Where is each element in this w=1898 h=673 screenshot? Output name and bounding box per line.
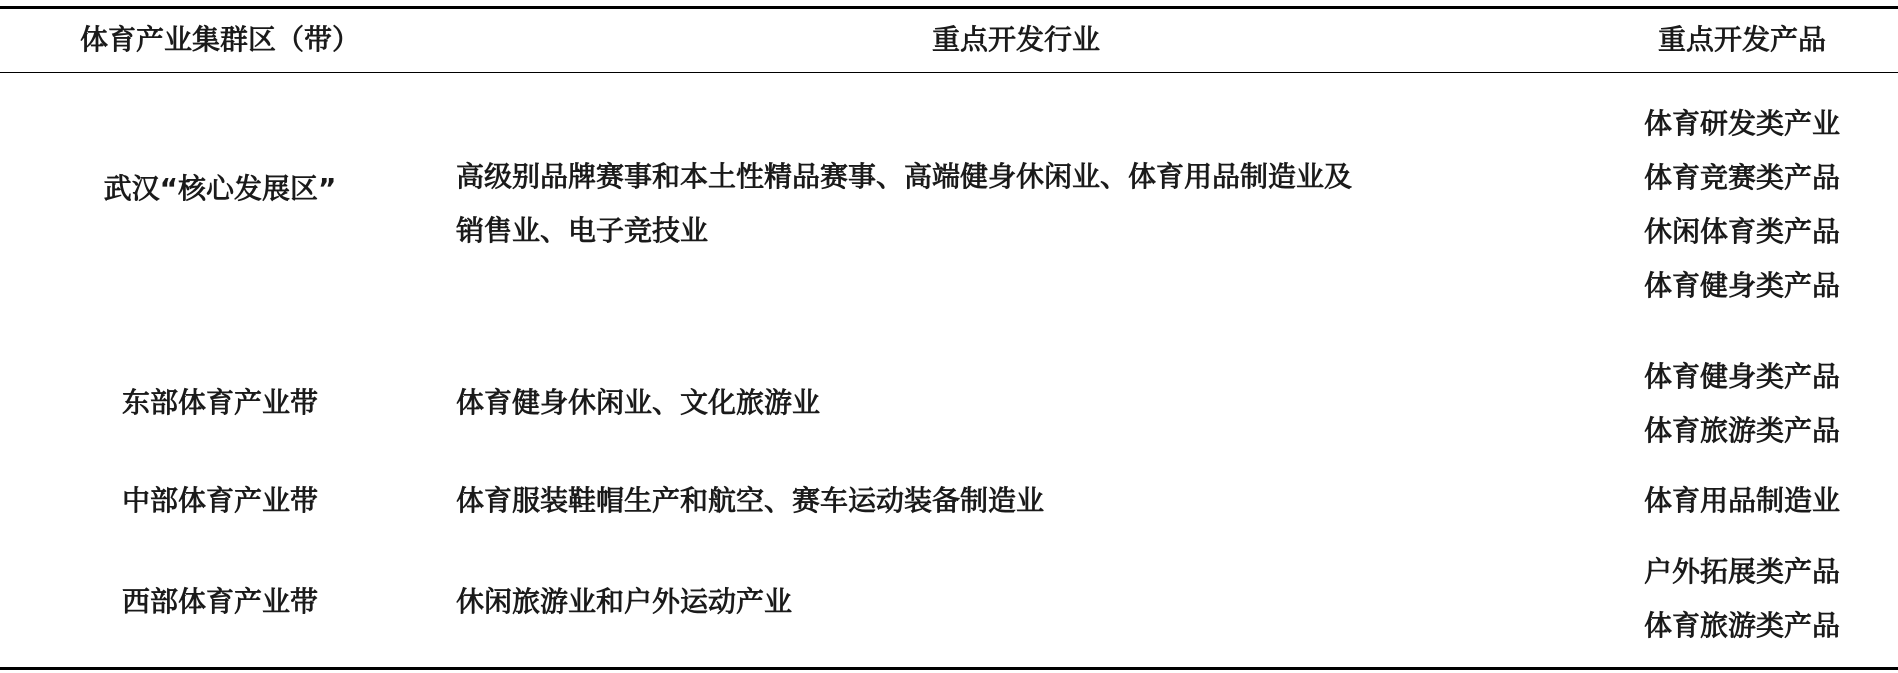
industry-text <box>456 150 1576 258</box>
industry-line: 销售业、电子竞技业 <box>456 214 709 247</box>
product-item: 体育竞赛类产品 <box>1643 161 1840 194</box>
cluster-name: 中部体育产业带 <box>121 484 318 517</box>
header-products: 重点开发产品 <box>1657 23 1826 56</box>
industry-text <box>456 376 1576 430</box>
industry-text <box>456 474 1576 528</box>
header-industry: 重点开发行业 <box>931 23 1100 56</box>
header-cluster: 体育产业集群区（带） <box>79 23 360 56</box>
product-item: 体育旅游类产品 <box>1643 609 1840 642</box>
product-item: 体育研发类产业 <box>1643 107 1840 140</box>
product-list <box>1592 474 1892 528</box>
product-item: 休闲体育类产品 <box>1643 215 1840 248</box>
product-item: 体育旅游类产品 <box>1643 414 1840 447</box>
industry-line: 高级别品牌赛事和本土性精品赛事、高端健身休闲业、体育用品制造业及 <box>456 160 1353 193</box>
cluster-name: 东部体育产业带 <box>121 386 318 419</box>
cluster-name: 武汉“核心发展区” <box>103 172 337 205</box>
product-item: 体育用品制造业 <box>1643 484 1840 517</box>
product-item: 体育健身类产品 <box>1643 269 1840 302</box>
product-item: 体育健身类产品 <box>1643 360 1840 393</box>
table-top-rule <box>0 6 1898 9</box>
product-list <box>1592 97 1892 313</box>
industry-text <box>456 575 1576 629</box>
table-header-rule <box>0 72 1898 73</box>
industry-line: 休闲旅游业和户外运动产业 <box>456 585 793 618</box>
industry-line: 体育服装鞋帽生产和航空、赛车运动装备制造业 <box>456 484 1045 517</box>
industry-line: 体育健身休闲业、文化旅游业 <box>456 386 821 419</box>
product-list <box>1592 350 1892 458</box>
product-item: 户外拓展类产品 <box>1643 555 1840 588</box>
product-list <box>1592 545 1892 653</box>
table-bottom-rule <box>0 667 1898 670</box>
cluster-name: 西部体育产业带 <box>121 585 318 618</box>
